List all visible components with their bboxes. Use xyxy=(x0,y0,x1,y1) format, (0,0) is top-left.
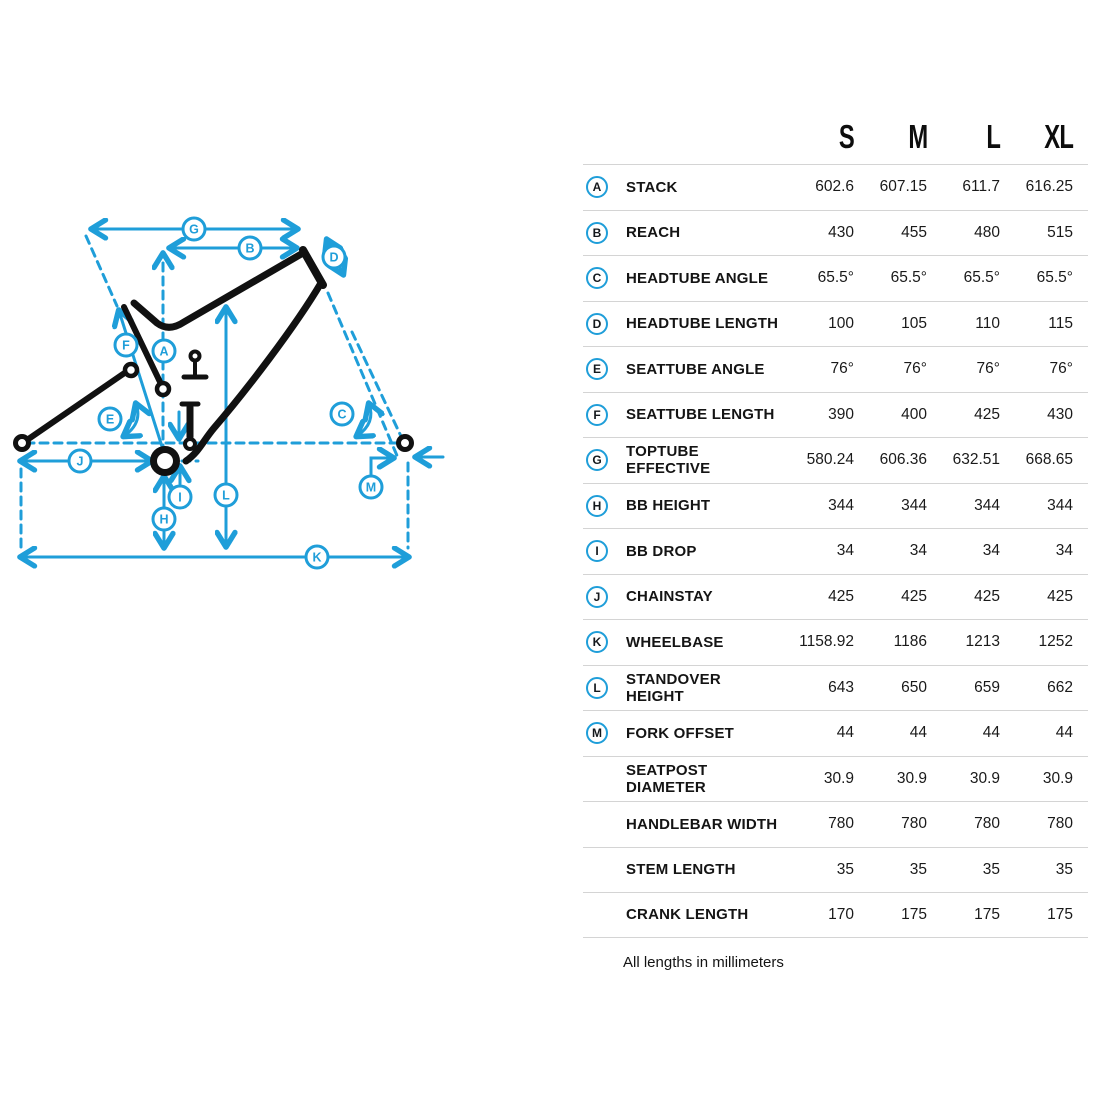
row-label: HEADTUBE LENGTH xyxy=(626,315,779,333)
fork-offset-parallel-line xyxy=(352,332,407,449)
units-footnote: All lengths in millimeters xyxy=(623,953,784,971)
letter-badge-m: M xyxy=(586,722,608,744)
row-value-xl: 175 xyxy=(1047,905,1073,923)
size-header-row xyxy=(583,110,1088,164)
letter-badge-l: L xyxy=(586,677,608,699)
row-value-m: 35 xyxy=(909,860,927,878)
row-value-m: 607.15 xyxy=(879,178,927,196)
row-value-m: 455 xyxy=(901,223,927,241)
svg-text:F: F xyxy=(122,338,130,353)
table-row-seatpost-diameter xyxy=(583,756,1088,802)
row-value-m: 44 xyxy=(909,724,927,742)
dim-E-seatangle-arc xyxy=(124,404,138,436)
letter-badge-d: D xyxy=(586,313,608,335)
row-label: FORK OFFSET xyxy=(626,724,735,742)
row-value-s: 30.9 xyxy=(823,769,854,787)
row-value-l: 480 xyxy=(974,223,1000,241)
diagram-marker-L xyxy=(215,484,237,506)
size-column-header-l: L xyxy=(986,118,1000,155)
top-tube xyxy=(134,253,303,327)
table-row-headtube-angle xyxy=(583,255,1088,301)
table-row-headtube-length xyxy=(583,301,1088,347)
row-value-xl: 115 xyxy=(1048,314,1073,332)
diagram-marker-G xyxy=(183,218,205,240)
table-row-wheelbase xyxy=(583,619,1088,665)
letter-badge-a: A xyxy=(586,176,608,198)
row-value-l: 34 xyxy=(982,542,1000,560)
letter-badge-k: K xyxy=(586,631,608,653)
row-value-m: 780 xyxy=(901,815,927,833)
table-row-handlebar-width xyxy=(583,801,1088,847)
row-label: SEATTUBE ANGLE xyxy=(626,360,765,378)
row-value-l: 425 xyxy=(974,587,1000,605)
table-row-crank-length xyxy=(583,892,1088,938)
row-value-xl: 1252 xyxy=(1038,633,1073,651)
row-label: BB DROP xyxy=(626,542,697,560)
row-label: WHEELBASE xyxy=(626,633,724,651)
row-value-xl: 76° xyxy=(1049,360,1073,378)
row-value-s: 76° xyxy=(830,360,854,378)
diagram-marker-J xyxy=(69,450,91,472)
seatpost-icon xyxy=(184,352,206,378)
row-value-l: 76° xyxy=(976,360,1000,378)
row-value-xl: 35 xyxy=(1055,860,1073,878)
size-column-header-m: M xyxy=(907,118,927,155)
row-value-s: 602.6 xyxy=(815,178,854,196)
diagram-marker-A xyxy=(153,340,175,362)
row-value-m: 1186 xyxy=(893,633,927,651)
row-value-l: 1213 xyxy=(965,633,1000,651)
svg-text:G: G xyxy=(189,222,199,237)
row-label: HEADTUBE ANGLE xyxy=(626,269,769,287)
svg-text:L: L xyxy=(222,488,230,503)
svg-text:H: H xyxy=(159,512,169,527)
row-value-xl: 515 xyxy=(1047,223,1073,241)
letter-badge-g: G xyxy=(586,449,608,471)
table-row-bb-height xyxy=(583,483,1088,529)
row-label: SEATPOST DIAMETER xyxy=(626,761,708,796)
diagram-marker-K xyxy=(306,546,328,568)
row-value-m: 650 xyxy=(901,678,927,696)
row-value-l: 780 xyxy=(974,815,1000,833)
geometry-table xyxy=(583,110,1088,971)
row-value-s: 344 xyxy=(828,496,854,514)
row-value-s: 34 xyxy=(836,542,854,560)
row-value-s: 780 xyxy=(828,815,854,833)
row-value-s: 643 xyxy=(828,678,854,696)
table-row-bb-drop xyxy=(583,528,1088,574)
svg-text:E: E xyxy=(105,412,115,427)
row-value-l: 110 xyxy=(975,314,1000,332)
table-row-toptube-effective xyxy=(583,437,1088,483)
row-value-l: 44 xyxy=(982,724,1000,742)
row-value-m: 175 xyxy=(901,905,927,923)
table-row-stack xyxy=(583,164,1088,210)
row-value-l: 65.5° xyxy=(963,269,1000,287)
table-row-reach xyxy=(583,210,1088,256)
row-value-xl: 65.5° xyxy=(1036,269,1073,287)
seatstay-pivot xyxy=(125,364,137,376)
row-value-l: 35 xyxy=(982,860,1000,878)
row-value-m: 425 xyxy=(901,587,927,605)
row-value-m: 400 xyxy=(901,405,927,423)
row-value-s: 100 xyxy=(828,314,854,332)
row-value-l: 632.51 xyxy=(952,451,1000,469)
row-value-m: 344 xyxy=(901,496,927,514)
geometry-diagram-svg xyxy=(0,200,470,600)
diagram-marker-H xyxy=(153,508,175,530)
diagram-marker-I xyxy=(169,486,191,508)
letter-badge-b: B xyxy=(586,222,608,244)
row-label: CRANK LENGTH xyxy=(626,906,749,924)
row-value-m: 34 xyxy=(909,542,927,560)
table-row-seattube-length xyxy=(583,392,1088,438)
table-row-standover-height xyxy=(583,665,1088,711)
table-row-seattube-angle xyxy=(583,346,1088,392)
row-label: CHAINSTAY xyxy=(626,588,713,606)
letter-badge-h: H xyxy=(586,495,608,517)
row-value-s: 44 xyxy=(836,724,854,742)
rear-axle xyxy=(16,437,29,450)
diagram-marker-E xyxy=(99,408,121,430)
row-label: BB HEIGHT xyxy=(626,497,711,515)
row-value-l: 611.7 xyxy=(962,178,1000,196)
row-value-s: 580.24 xyxy=(806,451,854,469)
row-value-m: 65.5° xyxy=(890,269,927,287)
svg-text:I: I xyxy=(178,490,182,505)
row-value-s: 35 xyxy=(836,860,854,878)
table-row-fork-offset xyxy=(583,710,1088,756)
row-value-xl: 780 xyxy=(1047,815,1073,833)
row-value-xl: 30.9 xyxy=(1042,769,1073,787)
size-column-header-s: S xyxy=(838,118,854,155)
row-label: STACK xyxy=(626,178,678,196)
row-value-s: 425 xyxy=(828,587,854,605)
row-label: HANDLEBAR WIDTH xyxy=(626,815,778,833)
diagram-marker-F xyxy=(115,334,137,356)
diagram-marker-M xyxy=(360,476,382,498)
letter-badge-e: E xyxy=(586,358,608,380)
row-value-xl: 668.65 xyxy=(1025,451,1073,469)
steering-axis-line xyxy=(328,293,398,458)
diagram-marker-B xyxy=(239,237,261,259)
row-value-l: 30.9 xyxy=(969,769,1000,787)
table-row-chainstay xyxy=(583,574,1088,620)
front-axle xyxy=(399,437,412,450)
row-value-xl: 425 xyxy=(1047,587,1073,605)
table-row-stem-length xyxy=(583,847,1088,893)
seattube-axis-extension xyxy=(86,236,117,306)
row-value-s: 1158.92 xyxy=(799,633,854,651)
row-label: TOPTUBE EFFECTIVE xyxy=(626,443,711,478)
row-value-l: 425 xyxy=(974,405,1000,423)
row-value-xl: 662 xyxy=(1047,678,1073,696)
row-label: REACH xyxy=(626,224,681,242)
svg-text:J: J xyxy=(76,454,84,469)
row-value-xl: 616.25 xyxy=(1025,178,1073,196)
row-value-xl: 430 xyxy=(1047,405,1073,423)
svg-text:D: D xyxy=(329,250,339,265)
row-label: STEM LENGTH xyxy=(626,861,736,879)
bike-geometry-diagram xyxy=(0,200,470,600)
row-value-xl: 44 xyxy=(1055,724,1073,742)
row-value-m: 105 xyxy=(901,314,927,332)
svg-text:C: C xyxy=(337,407,347,422)
row-value-l: 659 xyxy=(974,678,1000,696)
seattube-pivot xyxy=(157,383,169,395)
row-value-l: 344 xyxy=(974,496,1000,514)
letter-badge-c: C xyxy=(586,267,608,289)
row-value-l: 175 xyxy=(974,905,1000,923)
letter-badge-j: J xyxy=(586,586,608,608)
svg-text:K: K xyxy=(312,550,322,565)
letter-badge-f: F xyxy=(586,404,608,426)
shock-icon xyxy=(182,404,198,449)
svg-text:M: M xyxy=(365,480,377,495)
row-value-s: 170 xyxy=(828,905,854,923)
row-label: SEATTUBE LENGTH xyxy=(626,406,775,424)
row-value-xl: 344 xyxy=(1047,496,1073,514)
row-value-s: 430 xyxy=(828,223,854,241)
row-value-m: 76° xyxy=(903,360,927,378)
row-value-s: 65.5° xyxy=(817,269,854,287)
dim-M-forkoffset-elbow xyxy=(371,458,393,475)
svg-text:A: A xyxy=(159,344,169,359)
letter-badge-i: I xyxy=(586,540,608,562)
row-value-m: 30.9 xyxy=(896,769,927,787)
bottom-bracket xyxy=(154,450,177,473)
diagram-marker-C xyxy=(331,403,353,425)
row-label: STANDOVER HEIGHT xyxy=(626,670,721,705)
row-value-s: 390 xyxy=(828,405,854,423)
size-column-header-xl: XL xyxy=(1044,118,1073,155)
row-value-m: 606.36 xyxy=(879,451,927,469)
row-value-xl: 34 xyxy=(1055,542,1073,560)
dim-C-headangle-arc xyxy=(357,404,371,436)
svg-text:B: B xyxy=(245,241,255,256)
diagram-marker-D xyxy=(323,246,345,268)
